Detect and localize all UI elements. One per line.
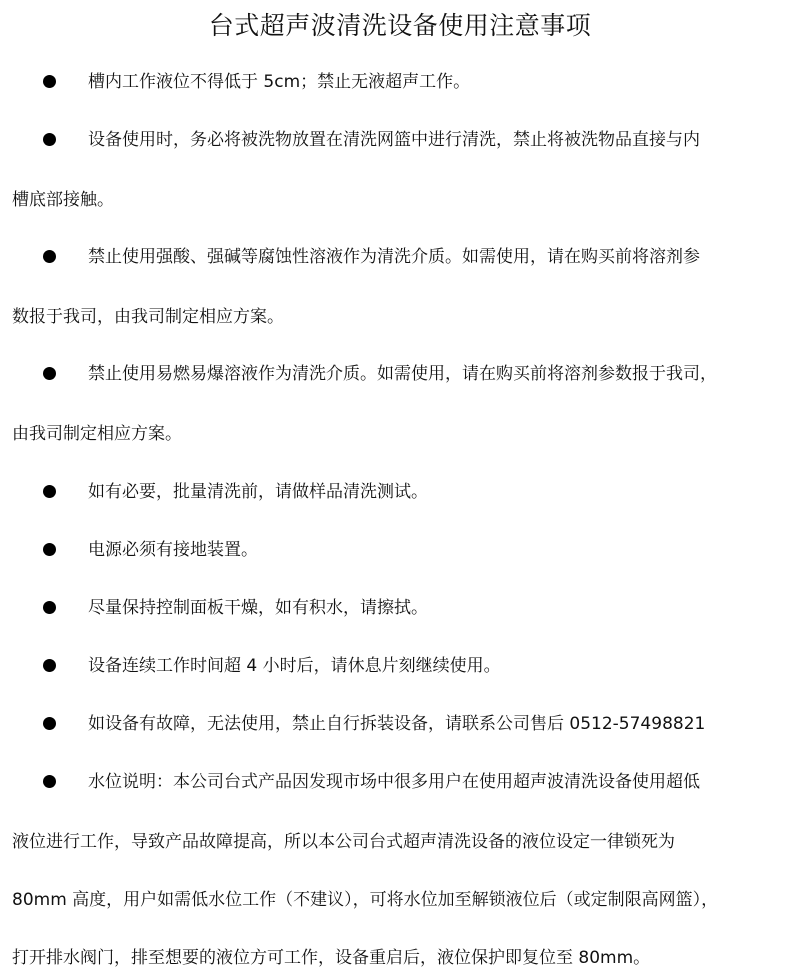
bullet-icon	[43, 543, 56, 556]
bullet-icon	[43, 717, 56, 730]
item-line: 槽内工作液位不得低于 5cm；禁止无液超声工作。	[88, 72, 471, 92]
bullet-icon	[43, 75, 56, 88]
bullet-icon	[43, 659, 56, 672]
bullet-icon	[43, 367, 56, 380]
bullet-icon	[43, 133, 56, 146]
item-continuation-line: 打开排水阀门，排至想要的液位方可工作，设备重启后，液位保护即复位至 80mm。	[12, 948, 651, 968]
item-line: 设备连续工作时间超 4 小时后，请休息片刻继续使用。	[88, 656, 501, 676]
item-line: 电源必须有接地装置。	[88, 540, 258, 560]
bullet-icon	[43, 601, 56, 614]
item-continuation-line: 80mm 高度，用户如需低水位工作（不建议），可将水位加至解锁液位后（或定制限高网篮），	[12, 890, 719, 910]
document-title: 台式超声波清洗设备使用注意事项	[208, 11, 592, 40]
item-line: 尽量保持控制面板干燥，如有积水，请擦拭。	[88, 598, 428, 618]
item-line: 禁止使用强酸、强碱等腐蚀性溶液作为清洗介质。如需使用，请在购买前将溶剂参	[88, 247, 700, 267]
item-line: 如设备有故障，无法使用，禁止自行拆装设备，请联系公司售后 0512-57498821	[88, 714, 706, 734]
item-continuation-line: 数报于我司，由我司制定相应方案。	[12, 307, 284, 327]
item-continuation-line: 槽底部接触。	[12, 190, 114, 210]
item-continuation-line: 由我司制定相应方案。	[12, 424, 182, 444]
item-continuation-line: 液位进行工作，导致产品故障提高，所以本公司台式超声清洗设备的液位设定一律锁死为	[12, 832, 675, 852]
bullet-icon	[43, 775, 56, 788]
item-line: 如有必要，批量清洗前，请做样品清洗测试。	[88, 482, 428, 502]
bullet-icon	[43, 485, 56, 498]
item-line: 水位说明：本公司台式产品因发现市场中很多用户在使用超声波清洗设备使用超低	[88, 772, 700, 792]
item-line: 禁止使用易燃易爆溶液作为清洗介质。如需使用，请在购买前将溶剂参数报于我司，	[88, 364, 717, 384]
item-line: 设备使用时，务必将被洗物放置在清洗网篮中进行清洗，禁止将被洗物品直接与内	[88, 130, 700, 150]
bullet-icon	[43, 250, 56, 263]
